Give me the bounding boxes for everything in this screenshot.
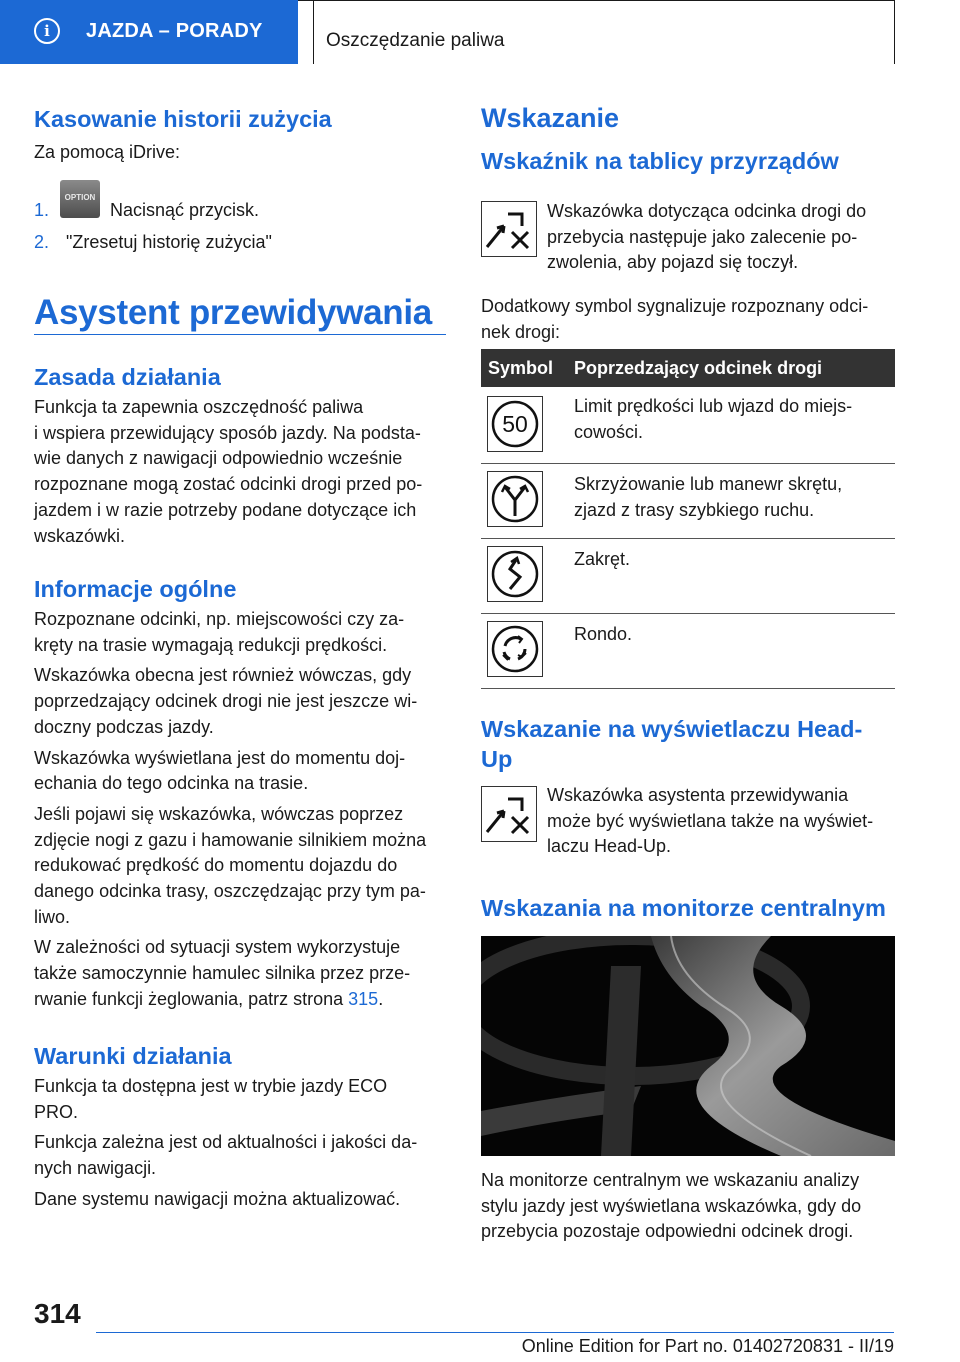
step-2-text: "Zresetuj historię zużycia" <box>66 232 272 252</box>
warunki-paragraph: Funkcja ta dostępna jest w trybie jazdy ECO PRO. <box>34 1076 388 1122</box>
table-row-divider <box>481 463 895 464</box>
wskazanie-heading: Wskazanie <box>481 103 620 133</box>
zasada-paragraph: Funkcja ta zapewnia oszczędność paliwa i wspiera przewidujący sposób jazdy. Na podsta- wie danych z nawigacji odpowiednio wcześnie rozpoznane mogą zostać odcinki drogi przed po- jazdem i w razie potrzeby podane dotyczące ich wskazówki. <box>34 397 423 546</box>
table-cell: Limit prędkości lub wjazd do miejs- cowości. <box>574 396 853 442</box>
warunki-paragraph: Dane systemu nawigacji można aktualizować. <box>34 1188 401 1209</box>
step-number: 1. <box>34 200 50 220</box>
column-header-symbol: Symbol <box>488 358 554 378</box>
zasada-section <box>34 362 454 554</box>
monitor-heading: Wskazania na monitorze centralnym <box>481 895 886 921</box>
header-rule <box>298 0 894 1</box>
asystent-heading: Asystent przewidywania <box>34 293 432 332</box>
kasowanie-section <box>34 104 454 171</box>
asystent-section <box>34 292 454 334</box>
wskazanie-section <box>481 100 895 176</box>
road-display-image <box>481 936 895 1156</box>
option-button-icon: OPTION <box>60 180 100 218</box>
section-title: Oszczędzanie paliwa <box>326 30 505 51</box>
page-link[interactable]: 315 <box>348 988 379 1009</box>
table-row-divider <box>481 688 895 689</box>
table-cell: Skrzyżowanie lub manewr skrętu, zjazd z trasy szybkiego ruchu. <box>574 474 843 520</box>
tablica-paragraph: Wskazówka dotycząca odcinka drogi do przebycia następuje jako zalecenie po- zwolenia, aby pojazd się toczył. <box>547 201 867 273</box>
curve-icon <box>487 546 543 602</box>
informacje-paragraph: Wskazówka obecna jest również wówczas, gdy poprzedzający odcinek drogi nie jest jeszcze wi- doczny podczas jazdy. <box>34 665 418 737</box>
table-row-divider <box>481 538 895 539</box>
chapter-tab[interactable] <box>0 0 298 64</box>
kasowanie-heading: Kasowanie historii zużycia <box>34 106 332 132</box>
headup-paragraph: Wskazówka asystenta przewidywania może być wyświetlana także na wyświet- laczu Head-Up. <box>547 785 874 857</box>
speed-limit-50-icon <box>487 396 543 452</box>
monitor-paragraph: Na monitorze centralnym we wskazaniu analizy stylu jazdy jest wyświetlana wskazówka, gdy do przebycia pozostaje odpowiedni odcinek drogi. <box>481 1170 862 1242</box>
column-header-description: Poprzedzający odcinek drogi <box>574 358 823 378</box>
informacje-paragraph: Jeśli pojawi się wskazówka, wówczas poprzez zdjęcie nogi z gazu i hamowanie silnikiem można redukować prędkość do momentu dojazdu do danego odcinka trasy, oszczędzając przy tym pa- liwo. <box>34 803 427 927</box>
speed-limit-text: 50 <box>502 411 528 437</box>
kasowanie-intro: Za pomocą iDrive: <box>34 142 181 162</box>
step-1-text: Nacisnąć przycisk. <box>110 200 260 220</box>
step-number: 2. <box>34 232 50 252</box>
table-row-divider <box>481 613 895 614</box>
informacje-paragraph: Rozpoznane odcinki, np. miejscowości czy za- kręty na trasie wymagają redukcji prędkości. <box>34 609 405 655</box>
warunki-section <box>34 1041 454 1218</box>
warunki-paragraph: Funkcja zależna jest od aktualności i jakości da- nych nawigacji. <box>34 1132 418 1179</box>
coasting-hint-icon <box>481 786 537 842</box>
header-divider <box>894 0 895 64</box>
table-header <box>481 349 895 387</box>
table-cell: Rondo. <box>574 624 633 644</box>
informacje-paragraph: Wskazówka wyświetlana jest do momentu doj- echania do tego odcinka na trasie. <box>34 747 406 794</box>
tablica-heading: Wskaźnik na tablicy przyrządów <box>481 148 839 174</box>
monitor-section <box>481 893 895 923</box>
informacje-heading: Informacje ogólne <box>34 576 237 602</box>
chapter-label: JAZDA – PORADY <box>86 20 263 42</box>
junction-fork-icon <box>487 471 543 527</box>
heading-rule <box>34 334 446 335</box>
zasada-heading: Zasada działania <box>34 364 221 390</box>
coasting-hint-icon <box>481 201 537 257</box>
info-icon: i <box>34 18 60 44</box>
roundabout-icon <box>487 621 543 677</box>
footer-rule <box>96 1332 894 1333</box>
page-number: 314 <box>34 1298 81 1329</box>
warunki-heading: Warunki działania <box>34 1043 232 1069</box>
headup-section <box>481 714 895 774</box>
header-divider <box>313 0 314 64</box>
headup-heading: Wskazanie na wyświetlaczu Head- Up <box>481 716 863 772</box>
edition-info: Online Edition for Part no. 01402720831 - II/19 <box>521 1336 894 1356</box>
informacje-section <box>34 574 454 1018</box>
table-cell: Zakręt. <box>574 549 631 569</box>
informacje-paragraph: W zależności od sytuacji system wykorzystuje także samoczynnie hamulec silnika przez prze- rwanie funkcji żeglowania, patrz strona 315. <box>34 937 411 1009</box>
dodatkowy-paragraph: Dodatkowy symbol sygnalizuje rozpoznany odci- nek drogi: <box>481 296 869 342</box>
